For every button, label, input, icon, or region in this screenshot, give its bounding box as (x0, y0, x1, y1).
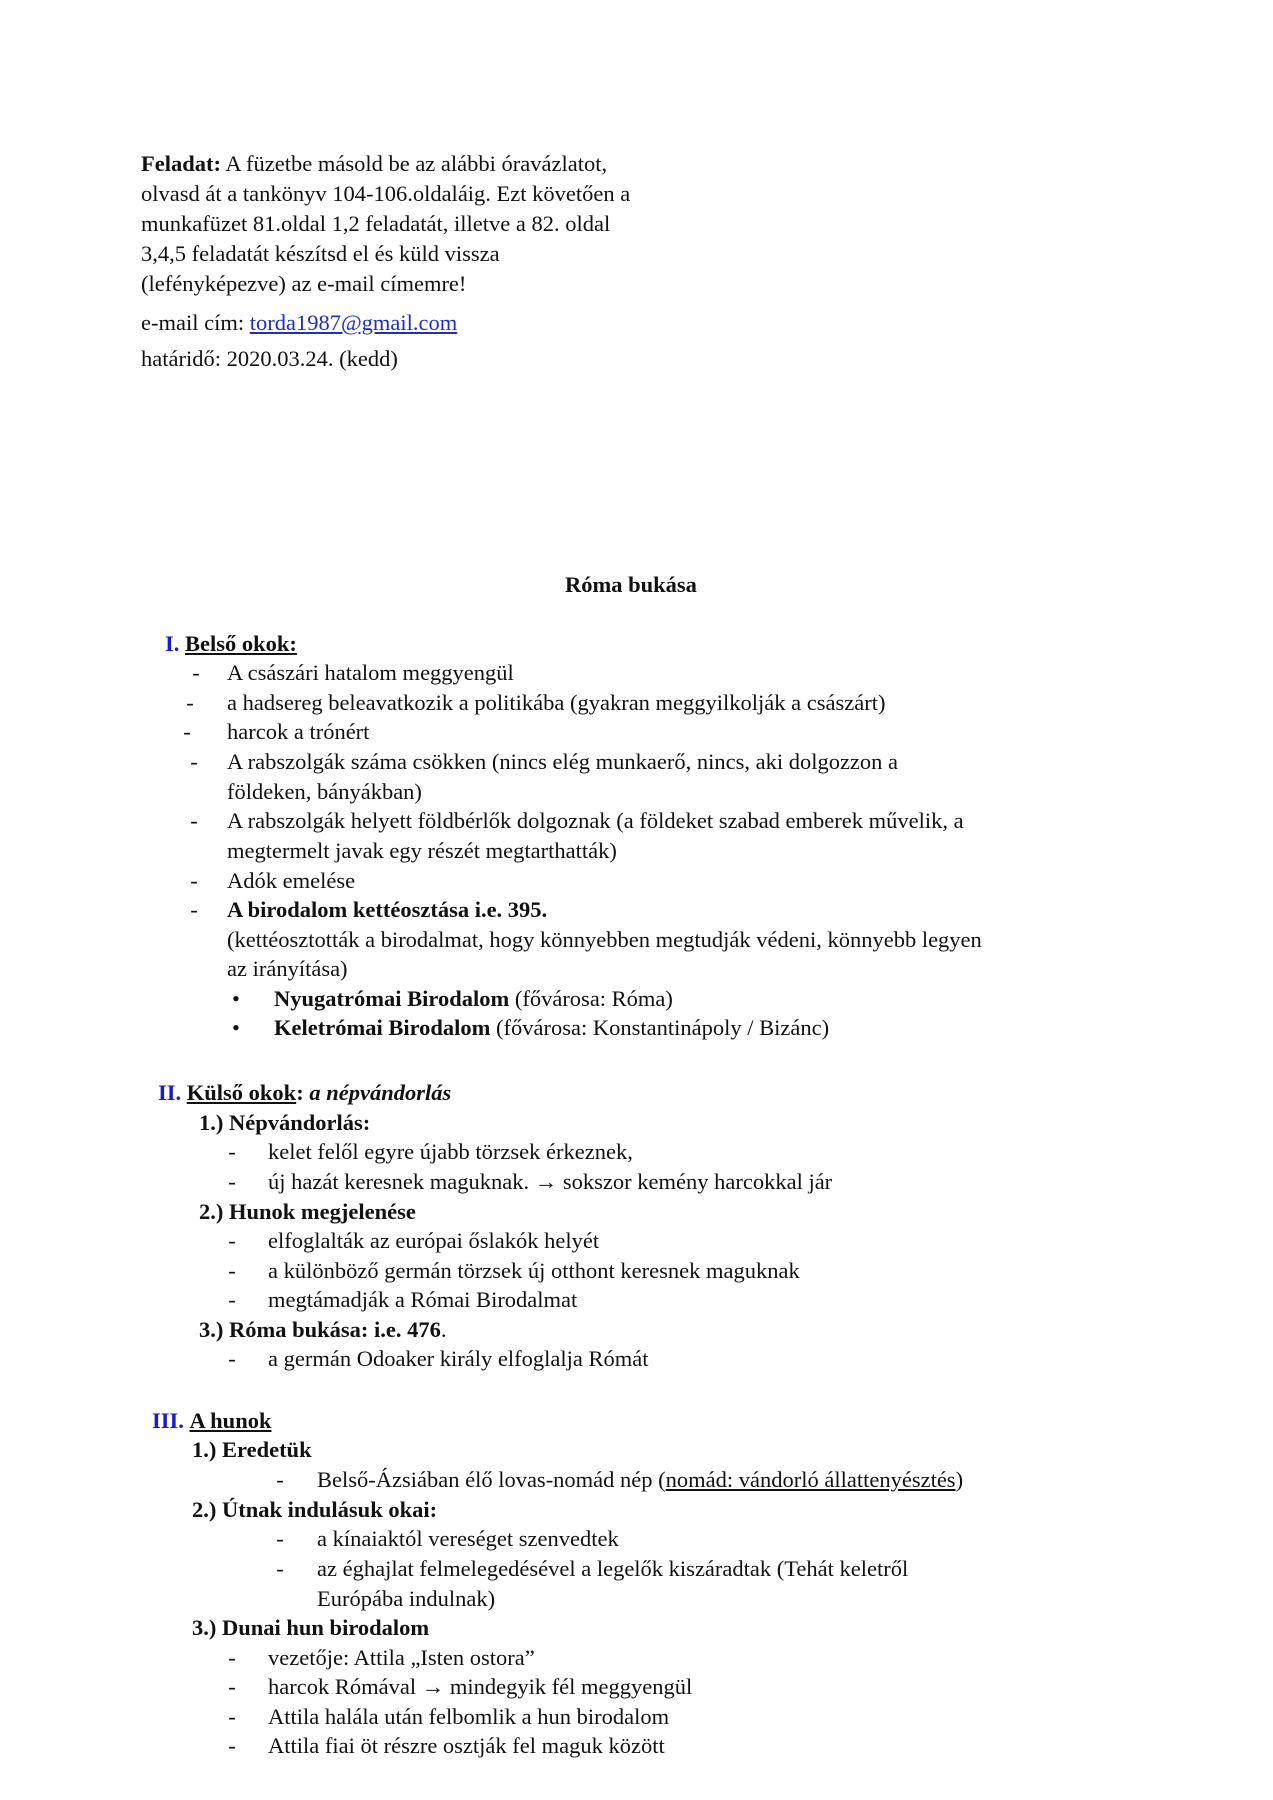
item-text: az éghajlat felmelegedésével a legelők kiszáradtak (Tehát keletről (317, 1556, 909, 1581)
item-continuation: földeken, bányákban) (227, 779, 422, 804)
dash-icon: - (228, 1228, 236, 1253)
item-text: a különböző germán törzsek új otthont keresnek maguknak (268, 1258, 800, 1283)
bullet-icon: • (232, 1015, 240, 1040)
item-text: A rabszolgák helyett földbérlők dolgoznak (a földeket szabad emberek művelik, a (227, 808, 964, 833)
dash-icon: - (276, 1467, 284, 1492)
dash-icon: - (228, 1169, 236, 1194)
dash-icon: - (186, 690, 194, 715)
item-text: kelet felől egyre újabb törzsek érkeznek, (268, 1139, 633, 1164)
dash-icon: - (228, 1674, 236, 1699)
section-3-title: A hunok (189, 1408, 272, 1433)
dash-icon: - (190, 897, 198, 922)
subheading: 1.) Eredetük (192, 1437, 312, 1462)
dash-icon: - (228, 1139, 236, 1164)
task-label: Feladat: (141, 151, 221, 176)
dash-icon: - (228, 1733, 236, 1758)
deadline-line (141, 344, 398, 374)
subheading-text: 3.) Róma bukása: i.e. 476 (199, 1317, 441, 1342)
bullet-text: (fővárosa: Konstantinápoly / Bizánc) (496, 1015, 830, 1040)
deadline-label: határidő: (141, 346, 221, 371)
email-line (141, 308, 457, 338)
deadline-value: 2020.03.24. (kedd) (226, 346, 398, 371)
email-link[interactable]: torda1987@gmail.com (249, 310, 458, 335)
item-text: Attila halála után felbomlik a hun birodalom (268, 1704, 670, 1729)
task-line-4: 3,4,5 feladatát készítsd el és küld vissza (141, 241, 500, 266)
dash-icon: - (228, 1346, 236, 1371)
item-text: A birodalom kettéosztása i.e. 395. (227, 897, 548, 922)
item-continuation: megtermelt javak egy részét megtarthatták) (227, 838, 617, 863)
item-text: A császári hatalom meggyengül (227, 660, 514, 685)
dash-icon: - (276, 1556, 284, 1581)
bullet-icon: • (232, 986, 240, 1011)
subheading: 2.) Útnak indulásuk okai: (192, 1497, 438, 1522)
bullet-bold: Keletrómai Birodalom (274, 1015, 491, 1040)
task-text: A füzetbe másold be az alábbi óravázlatot, (225, 151, 608, 176)
section-2-colon: : (296, 1080, 304, 1105)
item-text: a germán Odoaker király elfoglalja Rómát (268, 1346, 649, 1371)
item-text: vezetője: Attila „Isten ostora” (268, 1645, 535, 1670)
item-text: új hazát keresnek maguknak. → sokszor kemény harcokkal jár (268, 1169, 833, 1194)
task-line-2: olvasd át a tankönyv 104-106.oldaláig. Ezt követően a (141, 181, 631, 206)
subheading-suffix: . (440, 1317, 447, 1342)
section-1-heading (165, 629, 297, 659)
subheading: 3.) Dunai hun birodalom (192, 1615, 430, 1640)
section-1-title: Belső okok: (185, 631, 297, 656)
definition-text: nomád: vándorló állattenyésztés (665, 1467, 956, 1492)
dash-icon: - (190, 749, 198, 774)
dash-icon: - (192, 660, 200, 685)
section-2-subtitle: a népvándorlás (309, 1080, 452, 1105)
item-text: elfoglalták az európai őslakók helyét (268, 1228, 600, 1253)
dash-icon: - (228, 1258, 236, 1283)
item-text: a hadsereg beleavatkozik a politikába (gyakran meggyilkolják a császárt) (227, 690, 886, 715)
item-text: a kínaiaktól vereséget szenvedtek (317, 1526, 619, 1551)
section-2-heading (158, 1078, 451, 1108)
dash-icon: - (228, 1287, 236, 1312)
dash-icon: - (228, 1645, 236, 1670)
section-3-number: III. (152, 1408, 184, 1433)
item-continuation: az irányítása) (227, 956, 348, 981)
item-continuation: Európába indulnak) (317, 1586, 496, 1611)
section-1-number: I. (165, 631, 180, 656)
item-continuation: (kettéosztották a birodalmat, hogy könnyebben megtudják védeni, könnyebb legyen (227, 927, 982, 952)
page-title: Róma bukása (565, 572, 697, 597)
item-text: A rabszolgák száma csökken (nincs elég munkaerő, nincs, aki dolgozzon a (227, 749, 899, 774)
subheading (199, 1315, 447, 1345)
section-2-number: II. (158, 1080, 182, 1105)
task-line-5: (lefényképezve) az e-mail címemre! (141, 271, 467, 296)
section-2-title: Külső okok (186, 1080, 297, 1105)
bullet-bold: Nyugatrómai Birodalom (274, 986, 510, 1011)
bullet-text: (fővárosa: Róma) (514, 986, 673, 1011)
item-text: megtámadják a Római Birodalmat (268, 1287, 578, 1312)
item-text: harcok a trónért (227, 719, 370, 744)
subheading: 1.) Népvándorlás: (199, 1110, 371, 1135)
task-line-1 (141, 149, 607, 179)
dash-icon: - (183, 719, 191, 744)
task-line-3: munkafüzet 81.oldal 1,2 feladatát, illetve a 82. oldal (141, 211, 611, 236)
item-text: harcok Rómával → mindegyik fél meggyengül (268, 1674, 693, 1699)
item-suffix: ) (955, 1467, 964, 1492)
section-3-heading (152, 1406, 271, 1436)
dash-icon: - (190, 808, 198, 833)
item-text: Attila fiai öt részre osztják fel maguk között (268, 1733, 665, 1758)
item-text: Belső-Ázsiában élő lovas-nomád nép ( (317, 1467, 666, 1492)
dash-icon: - (190, 868, 198, 893)
dash-icon: - (228, 1704, 236, 1729)
item-text: Adók emelése (227, 868, 356, 893)
subheading: 2.) Hunok megjelenése (199, 1199, 416, 1224)
dash-icon: - (276, 1526, 284, 1551)
email-label: e-mail cím: (141, 310, 245, 335)
